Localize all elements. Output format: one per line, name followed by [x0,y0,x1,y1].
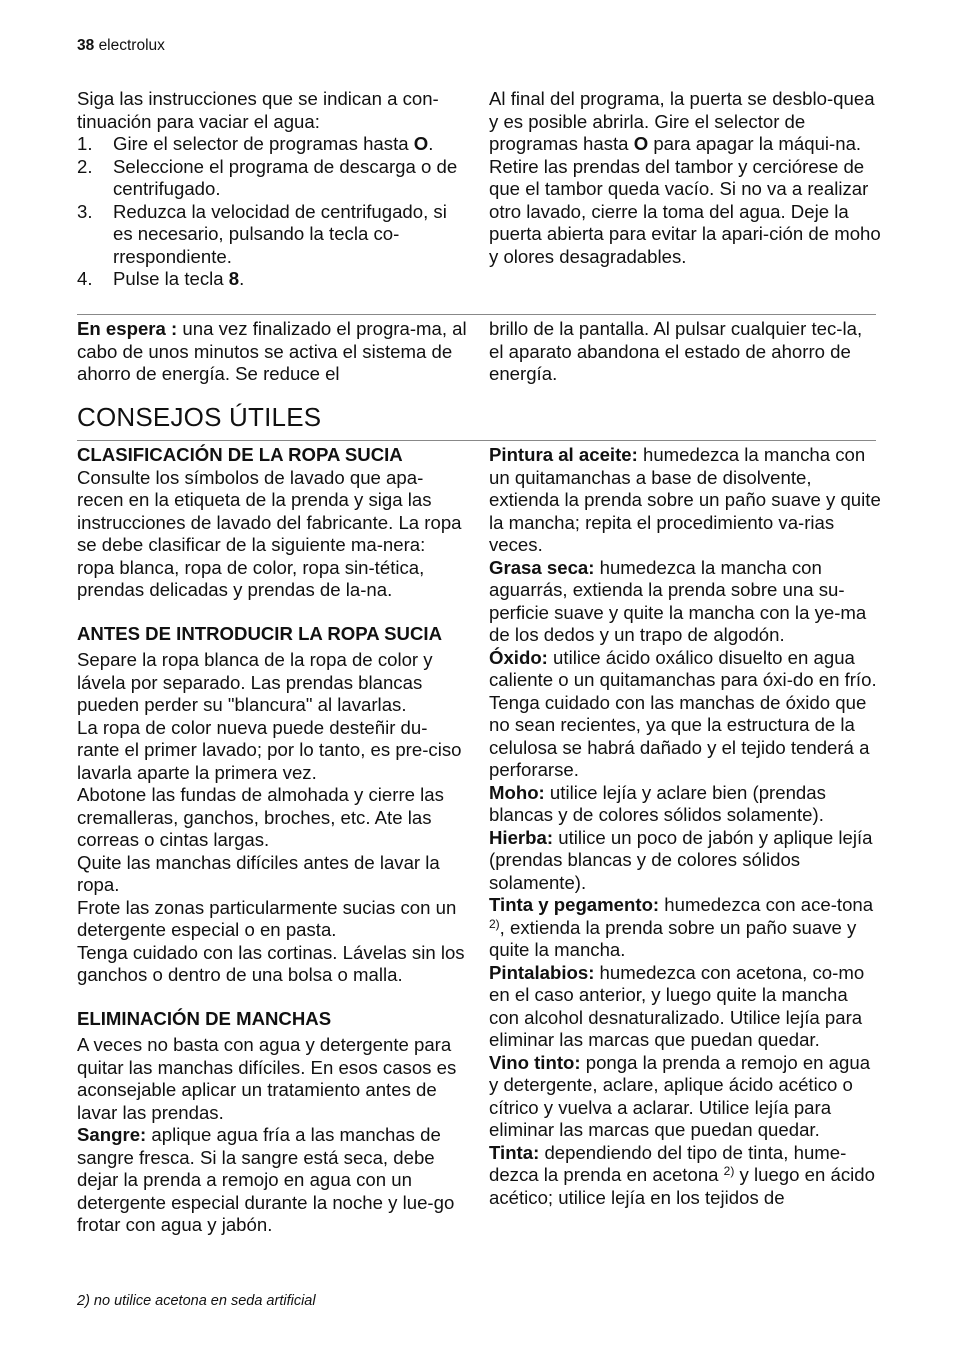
stain-grass: Hierba: utilice un poco de jabón y aplique lejía (prendas blancas y de colores sólidos solamente). [489,826,873,893]
paragraph: A veces no basta con agua y detergente para quitar las manchas difíciles. En esos casos es aconsejable aplicar un tratamiento antes de lavar las prendas. [77,1034,457,1123]
list-item: 2. Seleccione el programa de descarga o de centrifugado. [77,155,458,199]
drain-finish-paragraph: Al final del programa, la puerta se desblo-quea y es posible abrirla. Gire el selector de programas hasta O para apagar la máqui-na. [489,88,875,154]
sorting-paragraph: Consulte los símbolos de lavado que apa-recen en la etiqueta de la prenda y siga las instrucciones de lavado del fabricante. La ropa se debe clasificar de la siguiente ma-nera: ropa blanca, ropa de color, ropa sin-tética, prendas delicadas y prendas de la-na. [77,466,462,600]
stain-ink: Tinta: dependiendo del tipo de tinta, hume-dezca la prenda en acetona $^{2)}$ y luego en ácido acético; utilice lejía en los tejidos de [489,1141,875,1208]
drain-steps [77,133,467,291]
stain-lipstick: Pintalabios: humedezca con acetona, co-mo en el caso anterior, y luego quite la mancha con alcohol desnaturalizado. Utilice lejía para eliminar las marcas que puedan quedar. [489,961,865,1050]
standby-label: En espera : [77,318,178,339]
paragraph: Frote las zonas particularmente sucias con un detergente especial o en pasta. [77,896,457,940]
footnote-ref: 2) [723,1164,735,1178]
heading-stain-removal: ELIMINACIÓN DE MANCHAS [77,1007,332,1029]
divider [77,314,876,315]
drain-instructions [77,88,467,291]
stain-red-wine: Vino tinto: ponga la prenda a remojo en agua y detergente, aclare, aplique ácido acético o cítrico y vuelva a aclarar. Utilice lejía para eliminar las marcas que puedan quedar. [489,1051,871,1140]
page-number: 38 [77,37,95,54]
paragraph: Separe la ropa blanca de la ropa de color y lávela por separado. Las prendas blancas pueden perder su "blancura" al lavarlas. [77,649,433,715]
right-column [489,444,881,1209]
page-header [77,37,165,55]
stain-paint: Pintura al aceite: humedezca la mancha con un quitamanchas a base de disolvente, extienda la prenda sobre un paño suave y quite la mancha; repita el procedimiento va-rias veces. [489,444,881,555]
list-item: 3. Reduzca la velocidad de centrifugado, si es necesario, pulsando la tecla co-rrespondiente. [77,200,447,267]
brand-name: electrolux [98,37,165,54]
paragraph: Abotone las fundas de almohada y cierre las cremalleras, ganchos, broches, etc. Ate las correas o cintas largas. [77,784,444,850]
left-column [77,444,467,1237]
stain-blood: Sangre: aplique agua fría a las manchas de sangre fresca. Si la sangre está seca, debe dejar la prenda a remojo en agua con un detergente especial durante la noche y lue-go frotar con agua y jabón. [77,1124,455,1235]
footnote-ref: 2) [489,916,500,931]
paragraph: La ropa de color nueva puede desteñir du-rante el primer lavado; por lo tanto, es pre-ciso lavarla aparte la primera vez. [77,716,462,783]
stain-ink-glue: Tinta y pegamento: humedezca con ace-tona $^{2)}$, extienda la prenda sobre un paño suave y quite la mancha. [489,894,874,960]
stain-mould: Moho: utilice lejía y aclare bien (prendas blancas y de colores sólidos solamente). [489,781,826,825]
footnote: 2) no utilice acetona en seda artificial [77,1293,316,1309]
list-item: 4. Pulse la tecla 8. [77,268,245,289]
paragraph: Quite las manchas difíciles antes de lavar la ropa. [77,851,440,895]
list-item: 1. Gire el selector de programas hasta O. [77,133,434,154]
paragraph: Tenga cuidado con las cortinas. Lávelas sin los ganchos o dentro de una bolsa o malla. [77,941,465,985]
divider [77,440,876,441]
drain-intro: Siga las instrucciones que se indican a con-tinuación para vaciar el agua: [77,88,439,132]
standby-right: brillo de la pantalla. Al pulsar cualquier tec-la, el aparato abandona el estado de ahorro de energía. [489,318,863,384]
heading-sorting: CLASIFICACIÓN DE LA ROPA SUCIA [77,444,403,465]
drain-finish [489,88,881,268]
stain-grease: Grasa seca: humedezca la mancha con aguarrás, extienda la prenda sobre una su-perficie suave y quite la mancha con la ye-ma de los dedos y un trapo de algodón. [489,556,867,645]
standby-left: En espera : una vez finalizado el progra-ma, al cabo de unos minutos se activa el sistema de ahorro de energía. Se reduce el [77,318,467,384]
heading-before-loading: ANTES DE INTRODUCIR LA ROPA SUCIA [77,622,442,644]
drain-remove-paragraph: Retire las prendas del tambor y cerciórese de que el tambor queda vacío. Si no va a realizar otro lavado, cierre la toma del agua. Deje la puerta abierta para evitar la apari-ción de moho y olores desagradables. [489,155,881,267]
section-title: CONSEJOS ÚTILES [77,402,322,432]
stain-rust: Óxido: utilice ácido oxálico disuelto en agua caliente o un quitamanchas para óxi-do en frío. Tenga cuidado con las manchas de óxido que no sean recientes, ya que la estructura de la celulosa se habrá dañado y el tejido tenderá a perforarse. [489,646,877,780]
